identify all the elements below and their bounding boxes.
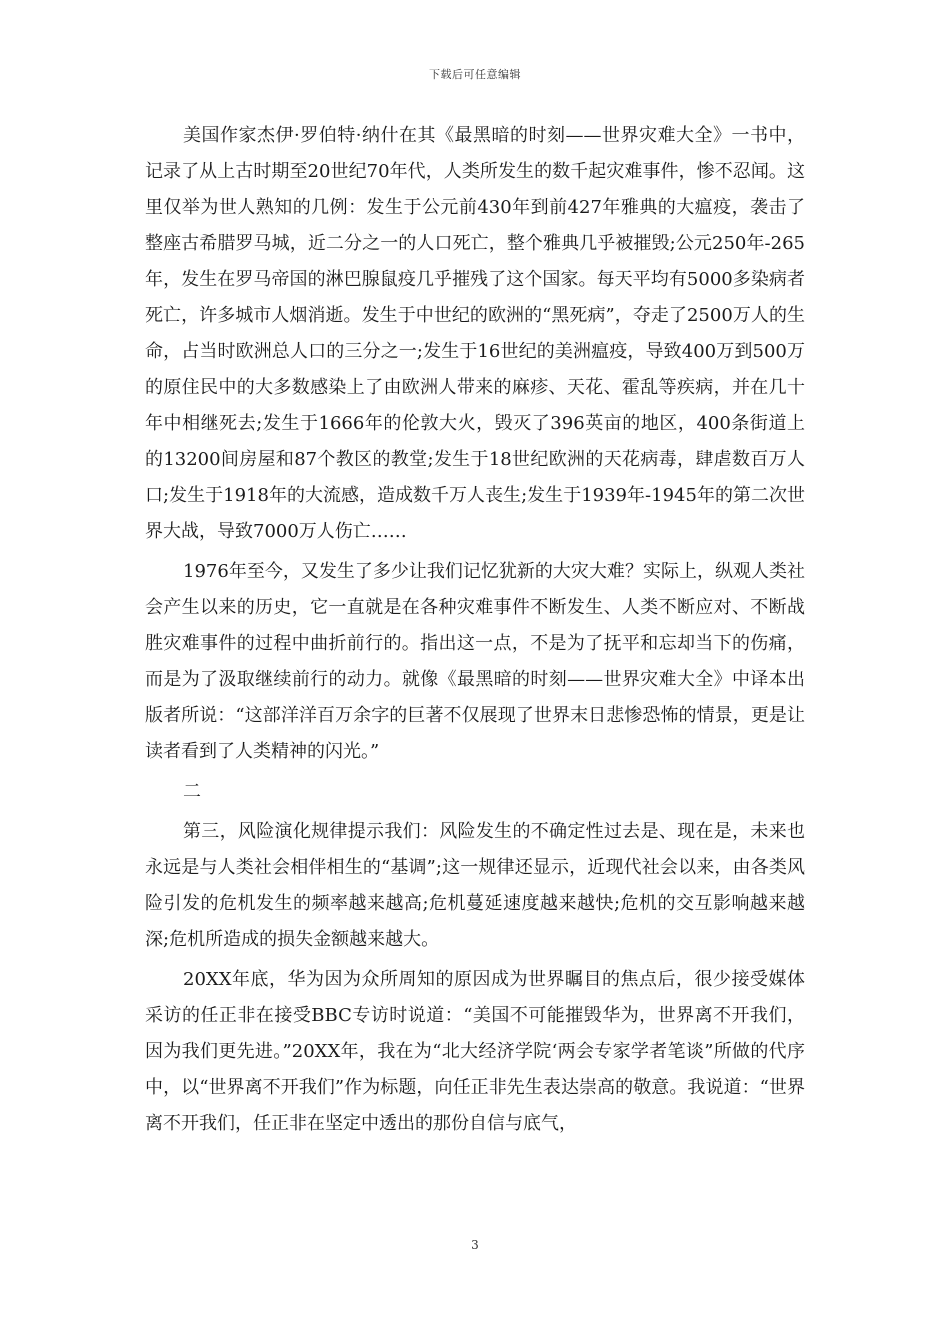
- page-number: 3: [471, 1238, 479, 1252]
- section-number: 二: [183, 781, 201, 802]
- page-header: 下载后可任意编辑: [429, 68, 521, 81]
- document-body: [145, 118, 805, 1146]
- paragraph-disasters-history: 美国作家杰伊·罗伯特·纳什在其《最黑暗的时刻——世界灾难大全》一书中，记录了从上古时期至20世纪70年代，人类所发生的数千起灾难事件，惨不忍闻。这里仅举为世人熟知的几例：发生于公元前430年到前427年雅典的大瘟疫，袭击了整座古希腊罗马城，近二分之一的人口死亡，整个雅典几乎被摧毁;公元250年-265年，发生在罗马帝国的淋巴腺鼠疫几乎摧残了这个国家。每天平均有5000多染病者死亡，许多城市人烟消逝。发生于中世纪的欧洲的“黑死病”，夺走了2500万人的生命，占当时欧洲总人口的三分之一;发生于16世纪的美洲瘟疫，导致400万到500万的原住民中的大多数感染上了由欧洲人带来的麻疹、天花、霍乱等疾病，并在几十年中相继死去;发生于1666年的伦敦大火，毁灭了396英亩的地区，400条街道上的13200间房屋和87个教区的教堂;发生于18世纪欧洲的天花病毒，肆虐数百万人口;发生于1918年的大流感，造成数千万人丧生;发生于1939年-1945年的第二次世界大战，导致7000万人伤亡……: [145, 125, 805, 542]
- paragraph-huawei: 20XX年底，华为因为众所周知的原因成为世界瞩目的焦点后，很少接受媒体采访的任正非在接受BBC专访时说道：“美国不可能摧毁华为，世界离不开我们，因为我们更先进。”20XX年，我在为“北大经济学院‘两会专家学者笔谈”所做的代序中，以“世界离不开我们”作为标题，向任正非先生表达崇高的敬意。我说道：“世界离不开我们，任正非在坚定中透出的那份自信与底气，: [145, 969, 805, 1134]
- paragraph-since-1976: 1976年至今，又发生了多少让我们记忆犹新的大灾大难？实际上，纵观人类社会产生以来的历史，它一直就是在各种灾难事件不断发生、人类不断应对、不断战胜灾难事件的过程中曲折前行的。指出这一点，不是为了抚平和忘却当下的伤痛，而是为了汲取继续前行的动力。就像《最黑暗的时刻——世界灾难大全》中译本出版者所说：“这部洋洋百万余字的巨著不仅展现了世界末日悲惨恐怖的情景，更是让读者看到了人类精神的闪光。”: [145, 561, 805, 762]
- paragraph-risk-evolution: 第三，风险演化规律提示我们：风险发生的不确定性过去是、现在是，未来也永远是与人类社会相伴相生的“基调”;这一规律还显示，近现代社会以来，由各类风险引发的危机发生的频率越来越高;危机蔓延速度越来越快;危机的交互影响越来越深;危机所造成的损失金额越来越大。: [145, 821, 805, 950]
